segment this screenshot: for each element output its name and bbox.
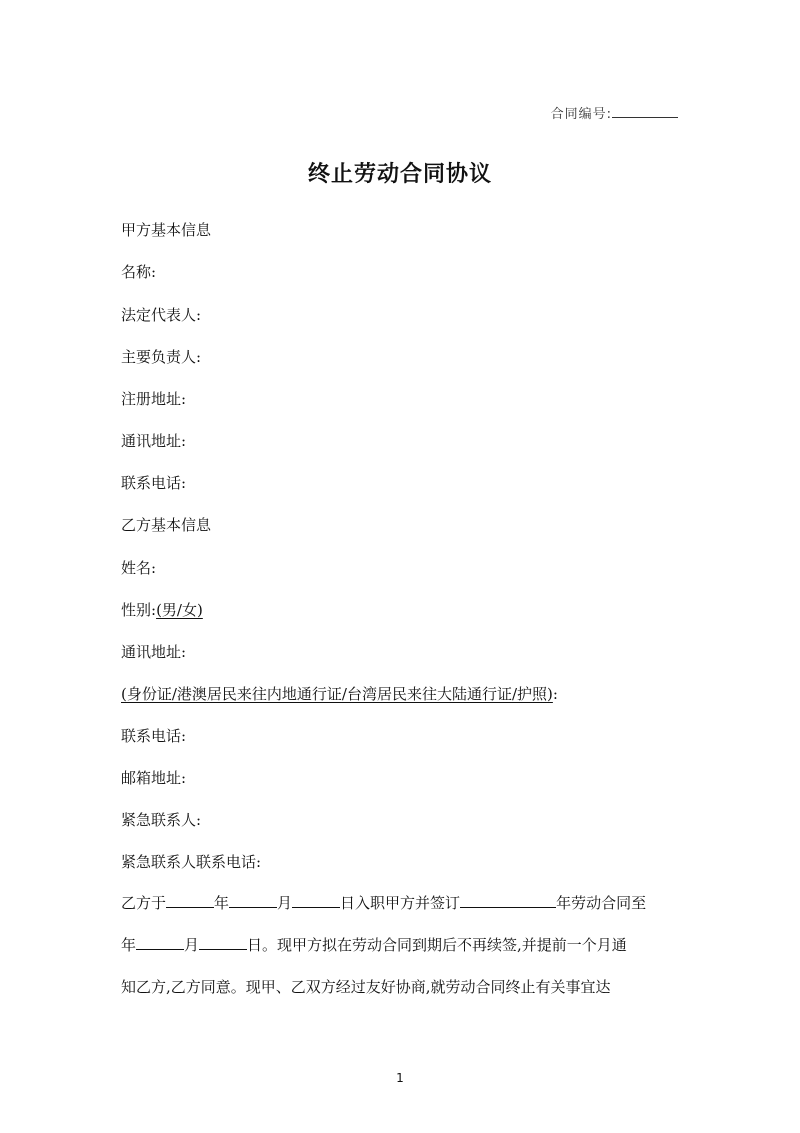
body-text: 日。现甲方拟在劳动合同到期后不再续签,并提前一个月通 [247, 936, 627, 954]
body-text: 月 [277, 894, 293, 912]
party-b-email: 邮箱地址: [121, 769, 187, 787]
body-line-2 [121, 934, 627, 955]
body-text: 乙方于 [121, 894, 167, 912]
party-a-phone: 联系电话: [121, 474, 187, 492]
party-a-mail-address: 通讯地址: [121, 432, 187, 450]
body-line-1 [121, 892, 646, 913]
id-types-colon: : [552, 685, 558, 703]
day-blank [292, 893, 340, 908]
body-text: 年 [121, 936, 137, 954]
party-a-legal-rep: 法定代表人: [121, 306, 202, 324]
month-blank [229, 893, 277, 908]
party-b-phone: 联系电话: [121, 727, 187, 745]
party-a-heading: 甲方基本信息 [121, 221, 212, 239]
party-b-emergency-phone: 紧急联系人联系电话: [121, 853, 262, 871]
end-year-blank [136, 935, 184, 950]
document-title: 终止劳动合同协议 [307, 162, 492, 187]
party-b-heading: 乙方基本信息 [121, 516, 212, 534]
year-blank [166, 893, 214, 908]
body-text: 年 [214, 894, 230, 912]
body-text: 日入职甲方并签订 [340, 894, 461, 912]
body-text: 年劳动合同至 [556, 894, 647, 912]
party-b-name: 姓名: [121, 559, 157, 577]
gender-options: (男/女) [156, 601, 203, 619]
gender-label: 性别: [121, 601, 157, 619]
party-a-reg-address: 注册地址: [121, 390, 187, 408]
party-a-name: 名称: [121, 263, 157, 281]
party-b-id-types [121, 683, 558, 704]
body-text: 月 [184, 936, 200, 954]
end-month-blank [199, 935, 247, 950]
page-number: 1 [396, 1071, 404, 1085]
contract-number-label: 合同编号: [550, 107, 612, 122]
contract-number [551, 103, 678, 122]
party-b-gender [121, 599, 203, 620]
term-blank [460, 893, 556, 908]
party-b-mail-address: 通讯地址: [121, 643, 187, 661]
contract-number-blank [612, 105, 678, 118]
party-a-principal: 主要负责人: [121, 348, 202, 366]
body-line-3: 知乙方,乙方同意。现甲、乙双方经过友好协商,就劳动合同终止有关事宜达 [121, 978, 611, 996]
id-types-text: (身份证/港澳居民来往内地通行证/台湾居民来往大陆通行证/护照) [121, 685, 553, 703]
party-b-emergency-contact: 紧急联系人: [121, 811, 202, 829]
